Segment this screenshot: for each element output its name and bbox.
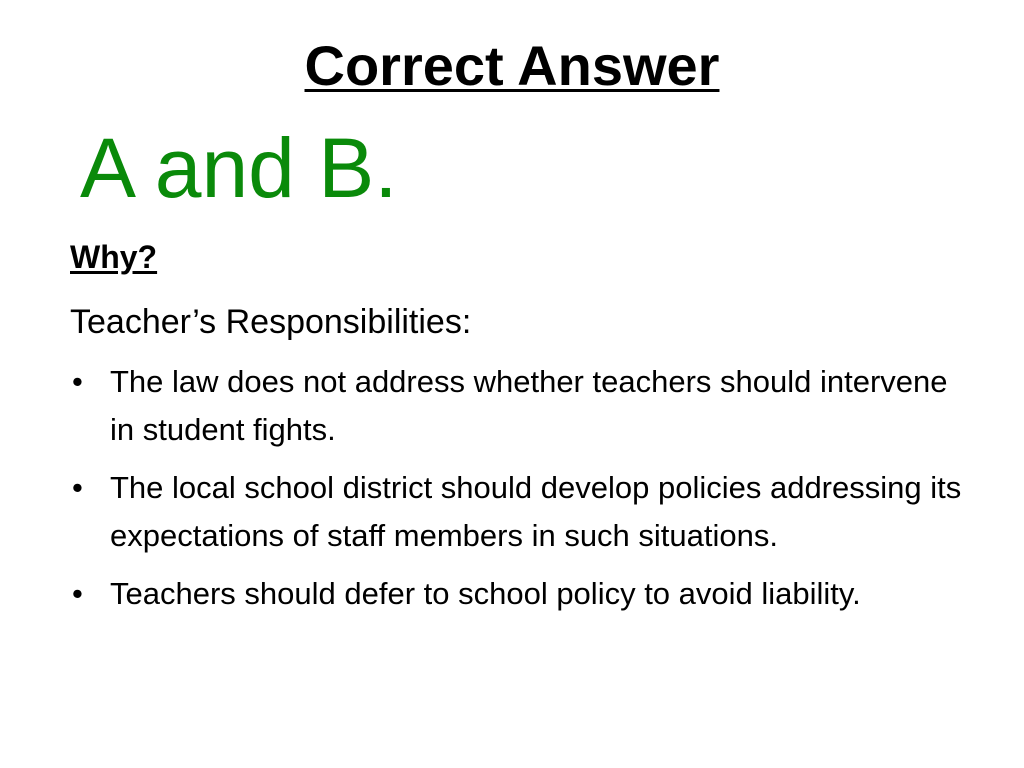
bullet-item <box>70 464 970 560</box>
slide-title: Correct Answer <box>304 34 720 97</box>
bullet-item <box>70 358 970 454</box>
answer-text: A and B. <box>80 121 398 215</box>
bullet-icon: • <box>72 470 83 505</box>
bullet-text: The law does not address whether teachers should intervene in student fights. <box>110 364 948 447</box>
bullet-icon: • <box>72 364 83 399</box>
bullet-text: The local school district should develop policies addressing its expectations of staff members in such situations. <box>110 470 962 553</box>
bullet-icon: • <box>72 576 83 611</box>
responsibilities-heading: Teacher’s Responsibilities: <box>70 303 472 341</box>
why-label: Why? <box>70 239 158 275</box>
bullet-text: Teachers should defer to school policy to avoid liability. <box>110 576 861 611</box>
bullet-item <box>70 570 970 618</box>
bullet-list <box>70 358 970 628</box>
